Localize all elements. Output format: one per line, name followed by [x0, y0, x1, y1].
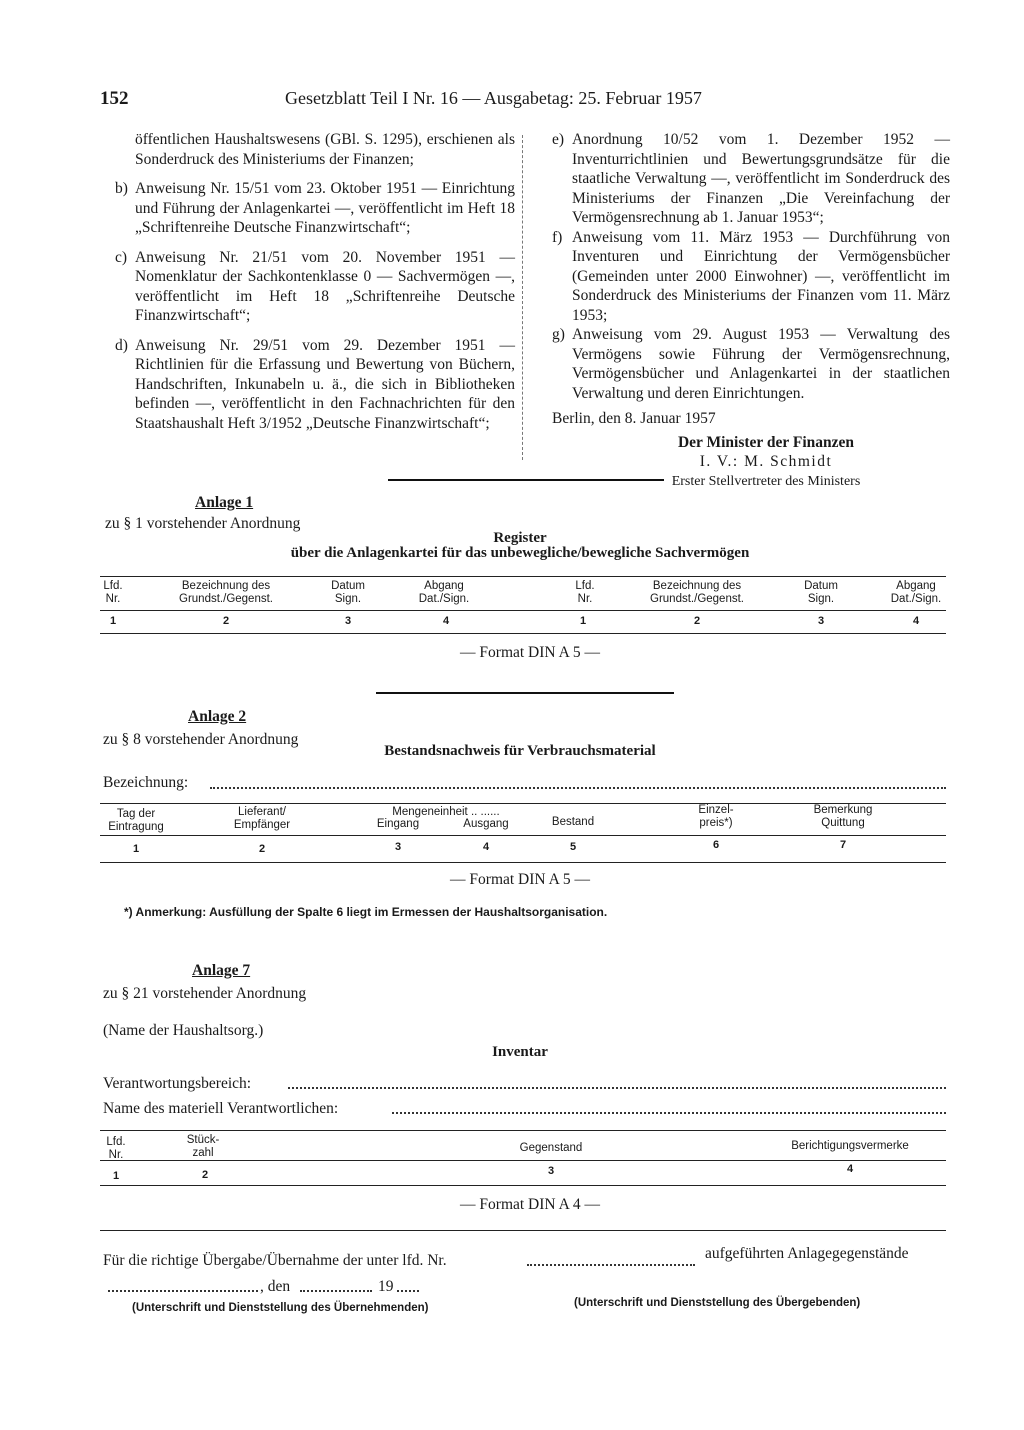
column-number: 3 [394, 841, 402, 853]
table-header: Berichtigungsvermerke [791, 1140, 909, 1152]
column-number: 2 [222, 615, 230, 627]
anlage1-title: Anlage 1 [195, 494, 254, 511]
anlage7-ref: zu § 21 vorstehender Anordnung [103, 985, 307, 1002]
table-header: Bezeichnung des Grundst./Gegenst. [650, 580, 744, 605]
table-header: Lfd. Nr. [575, 580, 595, 605]
verantwortlicher-field [392, 1112, 946, 1114]
field2-label: Name des materiell Verantwortlichen: [103, 1100, 339, 1117]
table-header: Lfd. Nr. [106, 1136, 126, 1161]
place-date: Berlin, den 8. Januar 1957 [552, 410, 716, 427]
anlage2-format: — Format DIN A 5 — [450, 871, 590, 888]
column-number: 1 [579, 615, 587, 627]
column-number: 4 [482, 841, 490, 853]
anlage2-title: Anlage 2 [188, 708, 247, 725]
table-header: Gegenstand [519, 1142, 583, 1154]
org-label: (Name der Haushaltsorg.) [103, 1022, 264, 1039]
footnote: *) Anmerkung: Ausfüllung der Spalte 6 liegt im Ermessen der Haushaltsorganisation. [124, 905, 608, 919]
date-field [300, 1290, 372, 1292]
column-number: 2 [693, 615, 701, 627]
table-header: Bestand [551, 816, 595, 828]
list-item: g) Anweisung vom 29. August 1953 — Verwaltung des Vermögens sowie Führung der Vermögensrechnung, Vermögensbücher und Anlagenkartei in der staatlichen Verwaltung und deren Einrichtungen. [552, 326, 950, 402]
table-header: Lieferant/ Empfänger [233, 806, 291, 831]
table-header: Tag der Eintragung [108, 808, 164, 833]
column-number: 2 [258, 843, 266, 855]
column-number: 3 [817, 615, 825, 627]
signatory-role: Erster Stellvertreter des Ministers [671, 473, 861, 489]
signatory-name: I. V.: M. Schmidt [699, 453, 833, 470]
table-header: Datum Sign. [331, 580, 365, 605]
year-label: 19 [378, 1278, 394, 1295]
anlage1-format: — Format DIN A 5 — [460, 644, 600, 661]
sign-right: (Unterschrift und Dienststellung des Übergebenden) [574, 1297, 861, 1309]
table-header: Stück- zahl [186, 1134, 220, 1159]
den-label: , den [260, 1278, 291, 1295]
anlage1-heading2: über die Anlagenkartei für das unbewegliche/bewegliche Sachvermögen [290, 545, 750, 561]
anlage7-heading: Inventar [492, 1044, 548, 1060]
column-number: 4 [442, 615, 450, 627]
list-item: f) Anweisung vom 11. März 1953 — Durchführung von Inventuren und Einrichtung der Vermögensbücher (Gemeinden unter 2000 Einwohner) —, veröffentlicht im Sonderdruck des Ministeriums der Finanzen vom 11. März 1953; [552, 228, 950, 324]
column-number: 2 [201, 1169, 209, 1181]
section-separator [376, 692, 674, 694]
list-item: e) Anordnung 10/52 vom 1. Dezember 1952 — Inventurrichtlinien und Bewertungsgrundsätze für die staatliche Verwaltung —, veröffentlicht im Sonderdruck des Ministeriums der Finanzen „Die Vereinfachung der Vermögensrechnung ab 1. Januar 1953“; [552, 131, 950, 226]
table-header: Einzel- preis*) [698, 804, 734, 829]
right-column [552, 130, 950, 491]
sign-left: (Unterschrift und Dienststellung des Übernehmenden) [132, 1302, 429, 1314]
verantwortungsbereich-field [288, 1087, 946, 1089]
table-header: Abgang Dat./Sign. [890, 580, 942, 605]
page-number: 152 [100, 88, 129, 109]
section-separator [388, 479, 664, 481]
column-number: 4 [846, 1163, 854, 1175]
table-header: Lfd. Nr. [103, 580, 123, 605]
left-column [115, 130, 515, 433]
anlage7-format: — Format DIN A 4 — [460, 1196, 600, 1213]
column-number: 1 [109, 615, 117, 627]
bezeichnung-label: Bezeichnung: [103, 774, 189, 791]
table-header: Bezeichnung des Grundst./Gegenst. [179, 580, 273, 605]
list-item: d) Anweisung Nr. 29/51 vom 29. Dezember 1951 — Richtlinien für die Erfassung und Bewertung von Büchern, Handschriften, Inkunabeln u. ä., die sich in Bibliotheken befinden —, veröffentlicht in den Fachnachrichten für den Staatshaushalt Heft 3/1952 „Deutsche Finanzwirtschaft“; [115, 336, 515, 432]
list-item: c) Anweisung Nr. 21/51 vom 20. November 1951 — Nomenklatur der Sachkontenklasse 0 — Sachvermögen —, veröffentlicht im Heft 18 „Schriftenreihe Deutsche Finanzwirtschaft“; [115, 248, 515, 324]
column-number: 5 [569, 841, 577, 853]
group-header: Mengeneinheit .. ...... [392, 806, 500, 818]
column-number: 6 [712, 839, 720, 851]
place-field [108, 1290, 258, 1292]
bezeichnung-field [210, 787, 946, 789]
column-divider [522, 135, 524, 460]
column-number: 7 [839, 839, 847, 851]
list-item: b) Anweisung Nr. 15/51 vom 23. Oktober 1951 — Einrichtung und Führung der Anlagenkartei —, veröffentlicht im Heft 18 „Schriftenreihe Deutsche Finanzwirtschaft“; [115, 180, 515, 236]
signatory-title: Der Minister der Finanzen [677, 433, 855, 451]
column-number: 3 [344, 615, 352, 627]
anlage7-title: Anlage 7 [192, 962, 251, 979]
lfd-nr-field [527, 1264, 695, 1266]
field1-label: Verantwortungsbereich: [103, 1075, 252, 1092]
table-header: Abgang Dat./Sign. [418, 580, 470, 605]
transfer-text-start: Für die richtige Übergabe/Übernahme der unter lfd. Nr. [103, 1252, 447, 1269]
column-number: 1 [112, 1170, 120, 1182]
column-number: 1 [132, 843, 140, 855]
table-header: Datum Sign. [804, 580, 838, 605]
running-title: Gesetzblatt Teil I Nr. 16 — Ausgabetag: 25. Februar 1957 [285, 88, 702, 108]
divider [100, 1230, 946, 1231]
table-header: Eingang [376, 818, 420, 830]
column-number: 4 [912, 615, 920, 627]
anlage1-ref: zu § 1 vorstehender Anordnung [105, 515, 301, 532]
anlage2-heading: Bestandsnachweis für Verbrauchsmaterial [384, 743, 656, 759]
table-header: Bemerkung Quittung [813, 804, 873, 829]
anlage2-ref: zu § 8 vorstehender Anordnung [103, 731, 299, 748]
intro-paragraph: öffentlichen Haushaltswesens (GBl. S. 1295), erschienen als Sonderdruck des Ministeriums der Finanzen; [135, 131, 515, 168]
year-field [397, 1290, 419, 1292]
transfer-text-end: aufgeführten Anlagegegenstände [705, 1245, 909, 1262]
table-header: Ausgang [463, 818, 509, 830]
anlage1-heading1: Register [493, 530, 547, 546]
column-number: 3 [547, 1165, 555, 1177]
